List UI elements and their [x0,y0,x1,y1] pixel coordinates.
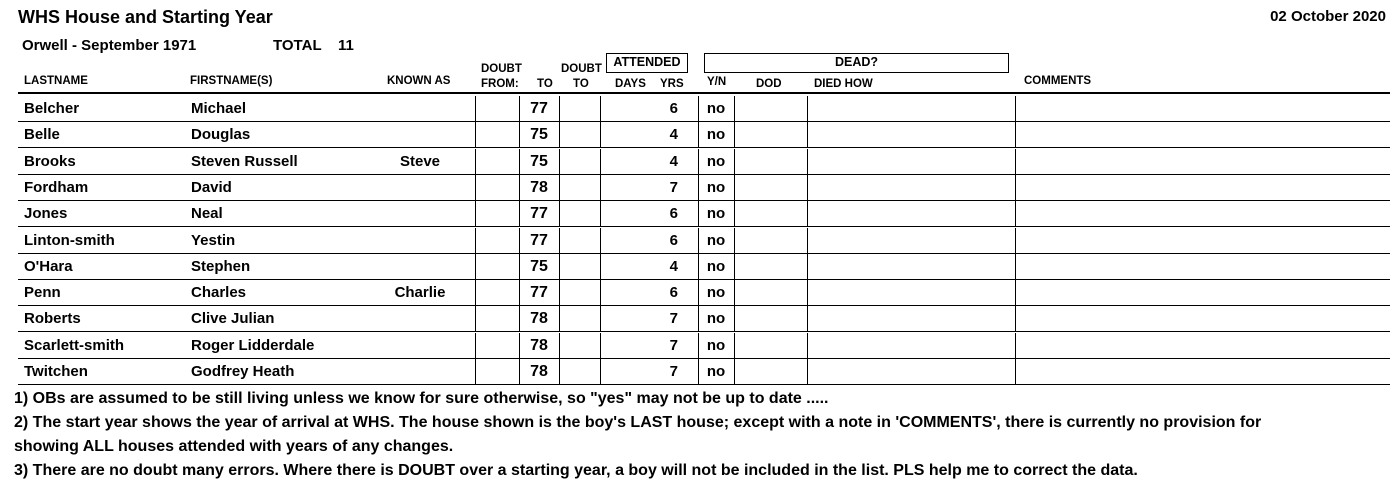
column-divider [600,122,601,148]
footnote-3: 3) There are no doubt many errors. Where there is DOUBT over a starting year, a boy will not be included in the list. PLS help me to correct the data. [14,462,1138,479]
column-divider [734,96,735,122]
header-yn: Y/N [707,76,727,87]
cell-lastname: O'Hara [24,257,73,275]
cell-firstnames: Douglas [191,126,251,144]
column-divider [807,359,808,385]
column-divider [600,228,601,254]
cell-yn: no [706,100,726,117]
column-divider [698,228,699,254]
cell-yrs: 7 [669,336,678,354]
cell-firstnames: Roger Lidderdale [191,336,315,354]
cell-lastname: Brooks [24,152,76,170]
column-divider [519,333,520,359]
cell-firstnames: Godfrey Heath [191,363,295,380]
column-divider [519,201,520,227]
cell-known-as [378,228,462,253]
column-divider [807,96,808,122]
column-divider [698,333,699,359]
cell-to: 78 [530,310,548,328]
cell-yn: no [706,257,726,275]
total-value: 11 [338,37,354,54]
total-label: TOTAL [273,37,322,54]
table-row [18,333,1390,359]
cell-lastname: Belle [24,126,60,144]
cell-yn: no [706,205,726,223]
column-divider [734,228,735,254]
header-days: DAYS [615,78,646,90]
column-divider [600,175,601,201]
cell-yn: no [706,310,726,328]
cell-yn: no [706,231,726,249]
cell-known-as [378,175,462,200]
document-title: WHS House and Starting Year [18,7,273,27]
table-row [18,306,1390,332]
cell-to: 75 [530,126,548,144]
column-divider [559,201,560,227]
column-divider [475,96,476,122]
column-divider [519,149,520,175]
column-divider [519,359,520,385]
column-divider [734,359,735,385]
column-divider [734,280,735,306]
cell-known-as [378,201,462,226]
column-divider [734,254,735,280]
cell-lastname: Penn [24,284,61,302]
column-divider [600,254,601,280]
cell-lastname: Linton-smith [24,231,115,249]
column-divider [519,122,520,148]
cell-firstnames: Michael [191,100,247,117]
cell-known-as [378,333,462,358]
column-divider [600,149,601,175]
cell-to: 77 [530,231,548,249]
column-divider [475,175,476,201]
cell-yrs: 6 [669,231,678,249]
header-doubt-from-line1: DOUBT [481,63,522,75]
footnote-2-continued: showing ALL houses attended with years of any changes. [14,438,454,455]
column-divider [1015,201,1016,227]
cell-lastname: Scarlett-smith [24,336,125,354]
header-known-as: KNOWN AS [387,75,451,87]
column-divider [600,201,601,227]
column-divider [807,122,808,148]
cell-firstnames: Steven Russell [191,152,298,170]
header-rule [18,92,1390,94]
footnote-2: 2) The start year shows the year of arrival at WHS. The house shown is the boy's LAST house; except with a note in 'COMMENTS', there is currently no provision for [14,414,1262,431]
cell-to: 75 [530,152,548,170]
cell-lastname: Jones [24,205,68,223]
column-divider [559,254,560,280]
footnote-1: 1) OBs are assumed to be still living unless we know for sure otherwise, so "yes" may not be up to date ..... [14,390,829,407]
cell-to: 78 [530,178,548,196]
column-divider [807,280,808,306]
column-divider [475,254,476,280]
column-divider [1015,333,1016,359]
column-divider [698,254,699,280]
cell-to: 77 [530,205,548,223]
column-divider [475,306,476,332]
header-died-how: DIED HOW [814,78,873,90]
column-divider [807,306,808,332]
cell-firstnames: Charles [191,284,247,302]
cell-yn: no [706,336,726,354]
column-divider [1015,122,1016,148]
header-firstnames: FIRSTNAME(S) [190,75,273,87]
column-divider [1015,359,1016,385]
column-divider [475,359,476,385]
cell-to: 78 [530,363,548,380]
column-divider [698,96,699,122]
table-row [18,359,1390,385]
cell-yrs: 7 [669,310,678,328]
column-divider [807,228,808,254]
table-row [18,280,1390,306]
house-subtitle: Orwell - September 1971 [22,37,197,54]
cell-yn: no [706,363,726,380]
header-doubt-to-line1: DOUBT [561,63,602,75]
column-divider [475,149,476,175]
column-divider [698,280,699,306]
cell-known-as: Charlie [394,284,446,302]
cell-firstnames: Clive Julian [191,310,275,328]
column-divider [1015,175,1016,201]
column-divider [519,280,520,306]
column-divider [475,280,476,306]
column-divider [807,149,808,175]
cell-known-as [378,359,462,384]
column-divider [698,306,699,332]
column-divider [734,122,735,148]
column-divider [559,359,560,385]
table-row [18,228,1390,254]
column-divider [734,175,735,201]
header-attended-box: ATTENDED [606,53,688,73]
column-divider [559,333,560,359]
column-divider [807,175,808,201]
cell-yn: no [706,152,726,170]
column-divider [559,306,560,332]
column-divider [475,228,476,254]
column-divider [519,175,520,201]
cell-yn: no [706,126,726,144]
column-divider [559,149,560,175]
cell-yn: no [706,178,726,196]
column-divider [600,306,601,332]
column-divider [600,359,601,385]
column-divider [1015,228,1016,254]
column-divider [519,254,520,280]
cell-yrs: 7 [669,178,678,196]
cell-yrs: 6 [669,205,678,223]
cell-yrs: 6 [669,100,678,117]
table-row [18,175,1390,201]
cell-firstnames: Stephen [191,257,251,275]
column-divider [734,149,735,175]
cell-yrs: 6 [669,284,678,302]
cell-lastname: Twitchen [24,363,88,380]
header-doubt-to-line2: TO [573,78,589,90]
column-divider [1015,149,1016,175]
cell-firstnames: David [191,178,232,196]
cell-lastname: Belcher [24,100,80,117]
cell-yrs: 4 [669,126,678,144]
table-row [18,254,1390,280]
cell-known-as: Steve [399,152,441,170]
cell-yrs: 4 [669,152,678,170]
document-date: 02 October 2020 [1270,8,1386,25]
column-divider [600,333,601,359]
column-divider [807,333,808,359]
cell-lastname: Roberts [24,310,81,328]
table-row [18,201,1390,227]
column-divider [807,201,808,227]
column-divider [698,122,699,148]
table-row [18,96,1390,122]
column-divider [1015,96,1016,122]
header-yrs: YRS [660,78,684,90]
column-divider [475,201,476,227]
column-divider [1015,306,1016,332]
table-row [18,122,1390,148]
column-divider [807,254,808,280]
column-divider [559,280,560,306]
header-comments: COMMENTS [1024,75,1092,87]
column-divider [600,96,601,122]
column-divider [734,306,735,332]
column-divider [519,228,520,254]
column-divider [519,96,520,122]
cell-to: 75 [530,257,548,275]
column-divider [600,280,601,306]
cell-to: 77 [530,284,548,302]
column-divider [475,122,476,148]
column-divider [698,175,699,201]
table-row [18,149,1390,175]
column-divider [519,306,520,332]
header-dod: DOD [756,78,782,90]
column-divider [559,96,560,122]
header-doubt-from-line2: FROM: [481,78,519,90]
cell-yn: no [706,284,726,302]
header-lastname: LASTNAME [24,75,88,87]
cell-known-as [378,306,462,331]
cell-to: 78 [530,336,548,354]
column-divider [475,333,476,359]
column-divider [698,149,699,175]
column-divider [698,359,699,385]
cell-yrs: 4 [669,257,678,275]
header-dead-box: DEAD? [704,53,1009,73]
column-divider [734,201,735,227]
column-divider [559,175,560,201]
column-divider [1015,280,1016,306]
column-divider [559,122,560,148]
cell-yrs: 7 [669,363,678,380]
cell-firstnames: Yestin [191,231,236,249]
cell-firstnames: Neal [191,205,223,223]
header-to: TO [537,78,553,90]
cell-known-as [378,96,462,121]
column-divider [698,201,699,227]
cell-known-as [378,122,462,147]
column-divider [734,333,735,359]
cell-known-as [378,254,462,279]
column-divider [1015,254,1016,280]
column-divider [559,228,560,254]
cell-lastname: Fordham [24,178,89,196]
cell-to: 77 [530,100,548,117]
